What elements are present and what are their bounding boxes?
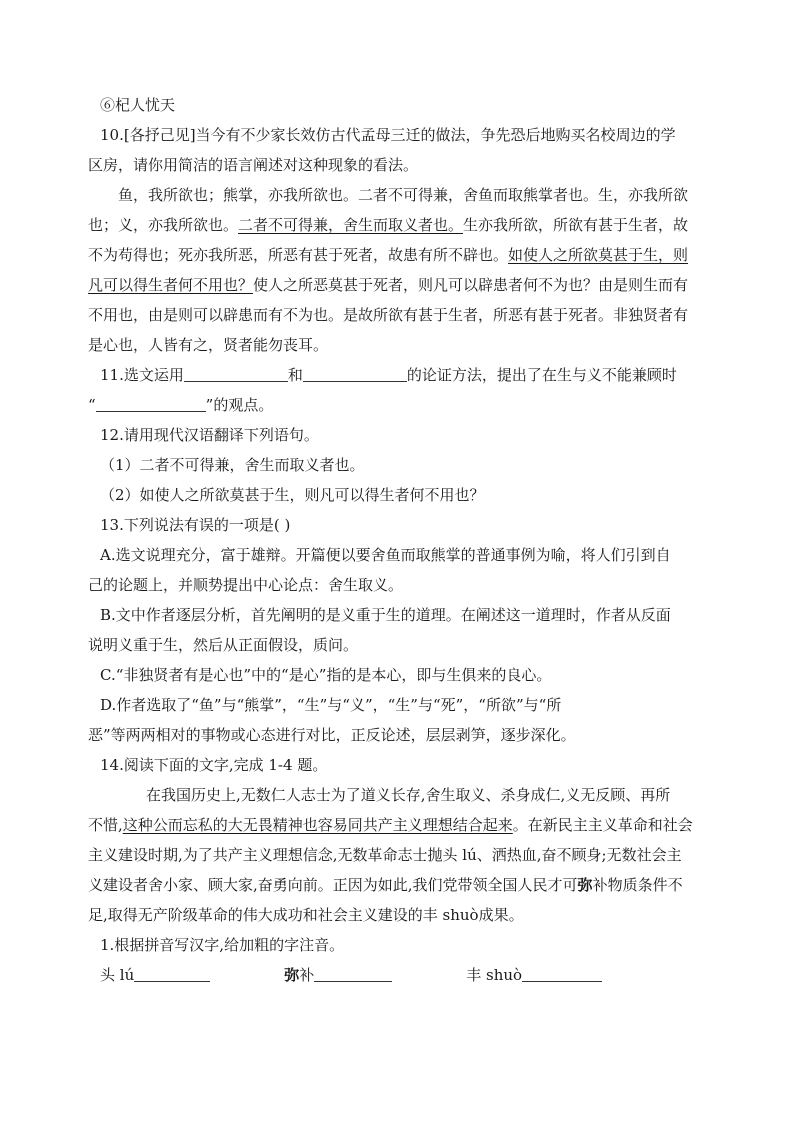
answer-blank-3[interactable]	[96, 393, 206, 412]
question-12-sentence-1: （1）二者不可得兼，舍生而取义者也。	[100, 456, 365, 474]
question-12-stem: 12.请用现代汉语翻译下列语句。	[100, 426, 319, 444]
bold-character: 弥	[577, 876, 593, 894]
q14-passage-line-4: 义建设者舍小家、顾大家,奋勇向前。正因为如此,我们党带领全国人民才可弥补物质条件不	[88, 876, 683, 894]
idiom-item-6: ⑥杞人忧天	[100, 96, 176, 114]
answer-blank-2[interactable]	[303, 363, 407, 382]
sub-question-1: 1.根据拼音写汉字,给加粗的字注音。	[100, 936, 345, 954]
answer-blank-1[interactable]	[184, 363, 288, 382]
underlined-sentence-1: 二者不可得兼，舍生而取义者也。	[238, 216, 464, 234]
option-a-line-1: A.选文说理充分，富于雄辩。开篇便以要舍鱼而取熊掌的普通事例为喻，将人们引到自	[100, 546, 671, 564]
question-14-stem: 14.阅读下面的文字,完成 1-4 题。	[100, 756, 328, 774]
option-b-line-1: B.文中作者逐层分析，首先阐明的是义重于生的道理。在阐述这一道理时，作者从反面	[100, 606, 671, 624]
q14-underlined-sentence: 这种公而忘私的大无畏精神也容易同共产主义理想结合起来	[122, 816, 513, 834]
passage-line-3: 不为苟得也；死亦我所恶，所恶有甚于死者，故患有所不辟也。如使人之所欲莫甚于生，则	[88, 246, 689, 264]
option-d-line-2: 恶”等两两相对的事物或心态进行对比，正反论述，层层剥笋，逐步深化。	[88, 726, 576, 744]
option-b-line-2: 说明义重于生，然后从正面假设，质问。	[88, 636, 359, 654]
option-a-line-2: 己的论题上，并顺势提出中心论点：舍生取义。	[88, 576, 404, 594]
fill-in-row: 头 lú 弥补 丰 shuò	[88, 960, 708, 990]
passage-line-5: 不用也，由是则可以辟患而有不为也。是故所欲有甚于生者，所恶有甚于死者。非独贤者有	[88, 306, 689, 324]
document-body	[88, 90, 708, 990]
answer-blank-mi[interactable]	[314, 963, 392, 982]
question-12-sentence-2: （2）如使人之所欲莫甚于生，则凡可以得生者何不用也？	[100, 486, 485, 504]
passage-line-1: 鱼，我所欲也；熊掌，亦我所欲也。二者不可得兼，舍鱼而取熊掌者也。生，亦我所欲	[118, 186, 689, 204]
option-d-line-1: D.作者选取了“鱼”与“熊掌”，“生”与“义”，“生”与“死”，“所欲”与“所	[100, 696, 562, 714]
question-11-line-2: “ ”的观点。	[88, 390, 708, 420]
answer-blank-shuo[interactable]	[522, 963, 602, 982]
q14-passage-line-2: 不惜,这种公而忘私的大无畏精神也容易同共产主义理想结合起来。在新民主主义革命和社会	[88, 816, 693, 834]
passage-line-6: 是心也，人皆有之，贤者能勿丧耳。	[88, 336, 329, 354]
option-c-line-1: C.“非独贤者有是心也”中的“是心”指的是本心，即与生俱来的良心。	[100, 666, 552, 684]
passage-line-2: 也；义，亦我所欲也。二者不可得兼，舍生而取义者也。生亦我所欲，所欲有甚于生者，故	[88, 216, 689, 234]
question-10-line-2: 区房，请你用简洁的语言阐述对这种现象的看法。	[88, 156, 419, 174]
underlined-sentence-2b: 凡可以得生者何不用也？	[88, 276, 254, 294]
underlined-sentence-2a: 如使人之所欲莫甚于生，则	[508, 246, 689, 264]
question-13-stem: 13.下列说法有误的一项是( )	[100, 516, 291, 534]
passage-line-4: 凡可以得生者何不用也？使人之所恶莫甚于死者，则凡可以辟患者何不为也？由是则生而有	[88, 276, 689, 294]
question-11-line-1: 11.选文运用 和 的论证方法，提出了在生与义不能兼顾时	[88, 360, 708, 390]
q14-passage-line-3: 主义建设时期,为了共产主义理想信念,无数革命志士抛头 lú、洒热血,奋不顾身;无数社会主	[88, 846, 682, 864]
q14-passage-line-5: 足,取得无产阶级革命的伟大成功和社会主义建设的丰 shuò成果。	[88, 906, 524, 924]
answer-blank-lu[interactable]	[134, 963, 210, 982]
q14-passage-line-1: 在我国历史上,无数仁人志士为了道义长存,舍生取义、杀身成仁,义无反顾、再所	[146, 786, 671, 804]
question-10-line-1: 10.[各抒己见]当今有不少家长效仿古代孟母三迁的做法，争先恐后地购买名校周边的学	[100, 126, 676, 144]
